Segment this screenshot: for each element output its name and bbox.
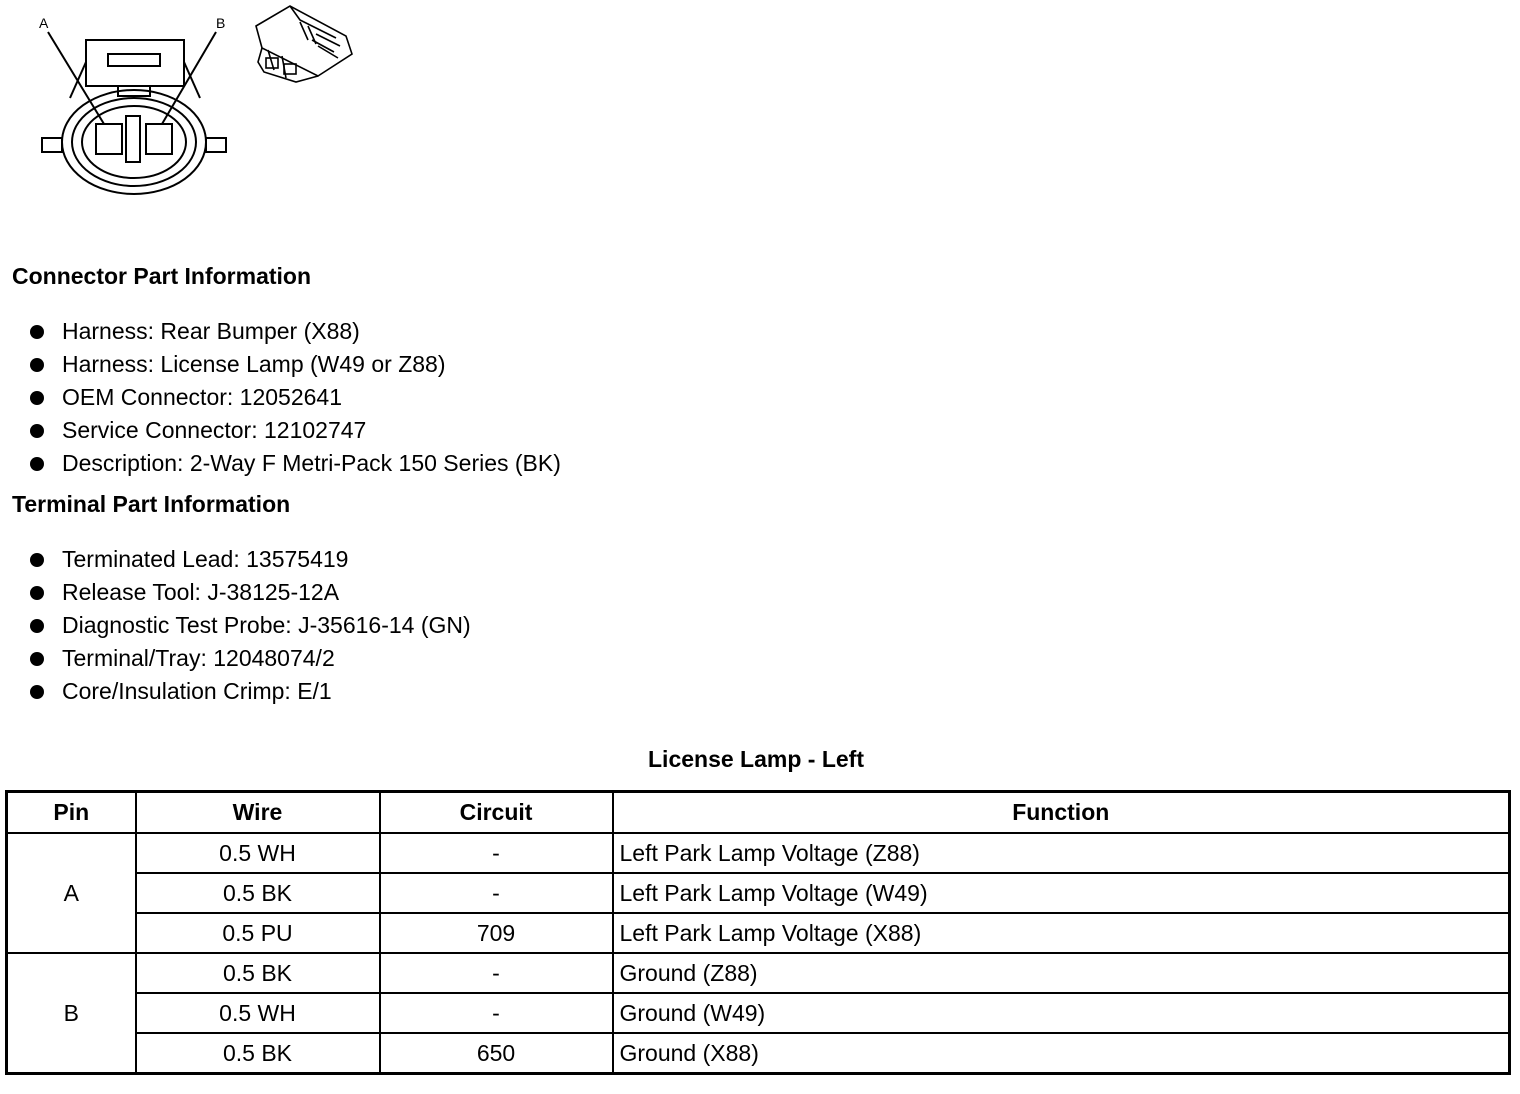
wire-cell: 0.5 BK	[136, 953, 380, 993]
pin-b-label: B	[216, 15, 226, 31]
table-row	[7, 953, 1510, 993]
header-pin: Pin	[7, 792, 136, 834]
table-row	[7, 913, 1510, 953]
function-cell: Left Park Lamp Voltage (Z88)	[613, 833, 1510, 873]
list-item: Core/Insulation Crimp: E/1	[28, 675, 471, 708]
list-item: Terminal/Tray: 12048074/2	[28, 642, 471, 675]
connector-isometric-drawing	[256, 6, 352, 82]
circuit-cell: -	[380, 953, 613, 993]
connector-info-list	[28, 315, 561, 480]
wire-cell: 0.5 PU	[136, 913, 380, 953]
pinout-table	[5, 790, 1511, 1075]
wire-cell: 0.5 BK	[136, 1033, 380, 1074]
list-item: Harness: Rear Bumper (X88)	[28, 315, 561, 348]
circuit-cell: -	[380, 873, 613, 913]
wire-cell: 0.5 WH	[136, 833, 380, 873]
list-item: Description: 2-Way F Metri-Pack 150 Series (BK)	[28, 447, 561, 480]
list-item: Release Tool: J-38125-12A	[28, 576, 471, 609]
circuit-cell: -	[380, 833, 613, 873]
connector-section-title: Connector Part Information	[12, 263, 312, 289]
pin-cell: A	[7, 833, 136, 953]
terminal-section-title: Terminal Part Information	[12, 491, 291, 517]
list-item: Diagnostic Test Probe: J-35616-14 (GN)	[28, 609, 471, 642]
circuit-cell: -	[380, 993, 613, 1033]
pin-a-label: A	[39, 15, 49, 31]
list-item: Terminated Lead: 13575419	[28, 543, 471, 576]
table-title: License Lamp - Left	[648, 746, 864, 772]
wire-cell: 0.5 WH	[136, 993, 380, 1033]
table-row	[7, 833, 1510, 873]
header-function: Function	[613, 792, 1510, 834]
header-wire: Wire	[136, 792, 380, 834]
function-cell: Ground (Z88)	[613, 953, 1510, 993]
header-circuit: Circuit	[380, 792, 613, 834]
connector-diagram	[0, 0, 380, 210]
table-row	[7, 873, 1510, 913]
function-cell: Left Park Lamp Voltage (W49)	[613, 873, 1510, 913]
circuit-cell: 650	[380, 1033, 613, 1074]
table-row	[7, 993, 1510, 1033]
function-cell: Ground (X88)	[613, 1033, 1510, 1074]
list-item: Harness: License Lamp (W49 or Z88)	[28, 348, 561, 381]
table-row	[7, 1033, 1510, 1074]
terminal-info-list	[28, 543, 471, 708]
list-item: OEM Connector: 12052641	[28, 381, 561, 414]
pin-cell: B	[7, 953, 136, 1074]
function-cell: Ground (W49)	[613, 993, 1510, 1033]
list-item: Service Connector: 12102747	[28, 414, 561, 447]
pin-b-leader	[162, 32, 216, 124]
circuit-cell: 709	[380, 913, 613, 953]
table-header-row	[7, 792, 1510, 834]
wire-cell: 0.5 BK	[136, 873, 380, 913]
function-cell: Left Park Lamp Voltage (X88)	[613, 913, 1510, 953]
